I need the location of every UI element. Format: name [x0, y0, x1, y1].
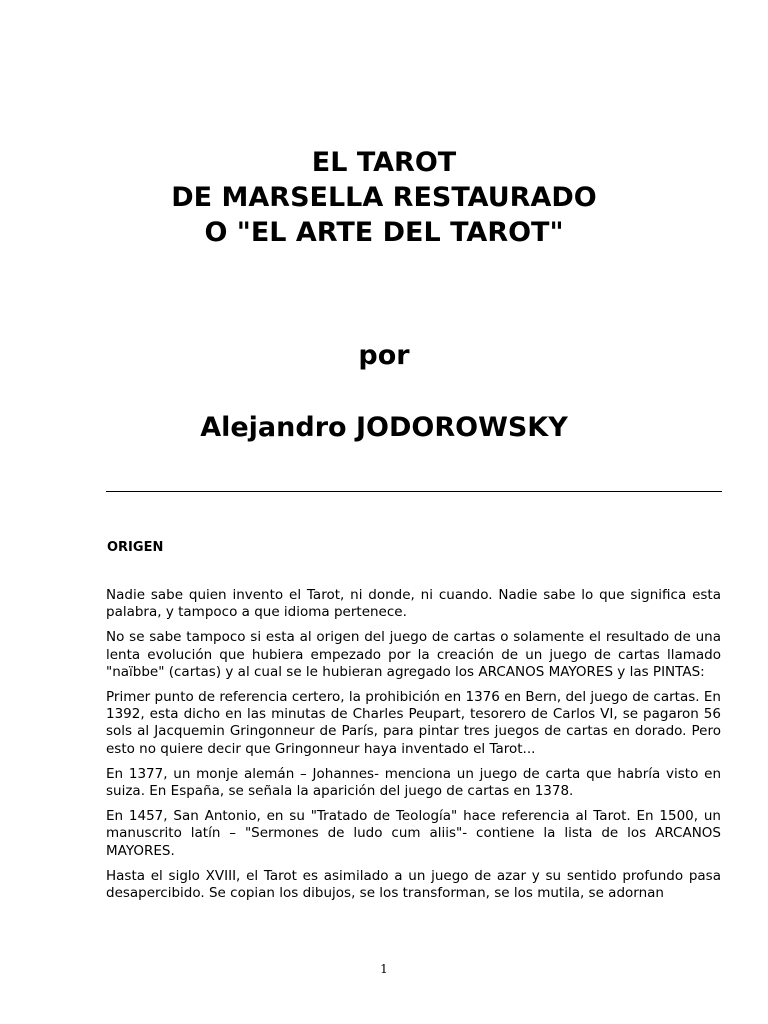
document-title: [0, 145, 768, 250]
title-line-2: DE MARSELLA RESTAURADO: [171, 182, 597, 213]
paragraph-3: Primer punto de referencia certero, la prohibición en 1376 en Bern, del juego de cartas. En 1392, esta dicho en las minutas de Charles Peupart, tesorero de Carlos VI, se pagaron 56 sols al Jacquemin Gringonneur de París, para pintar tres juegos de cartas en dorado. Pero esto no quiere decir que Gringonneur haya inventado el Tarot...: [106, 689, 721, 757]
title-line-1: EL TAROT: [311, 147, 457, 178]
paragraph-6: Hasta el siglo XVIII, el Tarot es asimilado a un juego de azar y su sentido profundo pasa desapercibido. Se copian los dibujos, se los transforman, se los mutila, se adornan: [106, 867, 721, 902]
paragraph-1: Nadie sabe quien invento el Tarot, ni donde, ni cuando. Nadie sabe lo que significa esta palabra, y tampoco a que idioma pertenece.: [106, 587, 721, 621]
section-heading-origen: ORIGEN: [107, 540, 164, 555]
byline-por: por: [358, 340, 410, 371]
paragraph-2: No se sabe tampoco si esta al origen del juego de cartas o solamente el resultado de una lenta evolución que hubiera empezado por la creación de un juego de cartas llamado "naïbbe" (cartas) y al cual se le hubieran agregado los ARCANOS MAYORES y las PINTAS:: [106, 629, 721, 680]
title-line-3: O "EL ARTE DEL TAROT": [204, 217, 564, 248]
horizontal-rule: [106, 491, 722, 492]
paragraph-5: En 1457, San Antonio, en su "Tratado de Teología" hace referencia al Tarot. En 1500, un manuscrito latín – "Sermones de ludo cum aliis"- contiene la lista de los ARCANOS MAYORES.: [106, 808, 721, 859]
author-name: Alejandro JODOROWSKY: [200, 412, 568, 443]
body-text: [106, 587, 721, 927]
page-number: 1: [380, 962, 388, 976]
paragraph-4: En 1377, un monje alemán – Johannes- menciona un juego de carta que habría visto en suiza. En España, se señala la aparición del juego de cartas en 1378.: [106, 765, 721, 800]
